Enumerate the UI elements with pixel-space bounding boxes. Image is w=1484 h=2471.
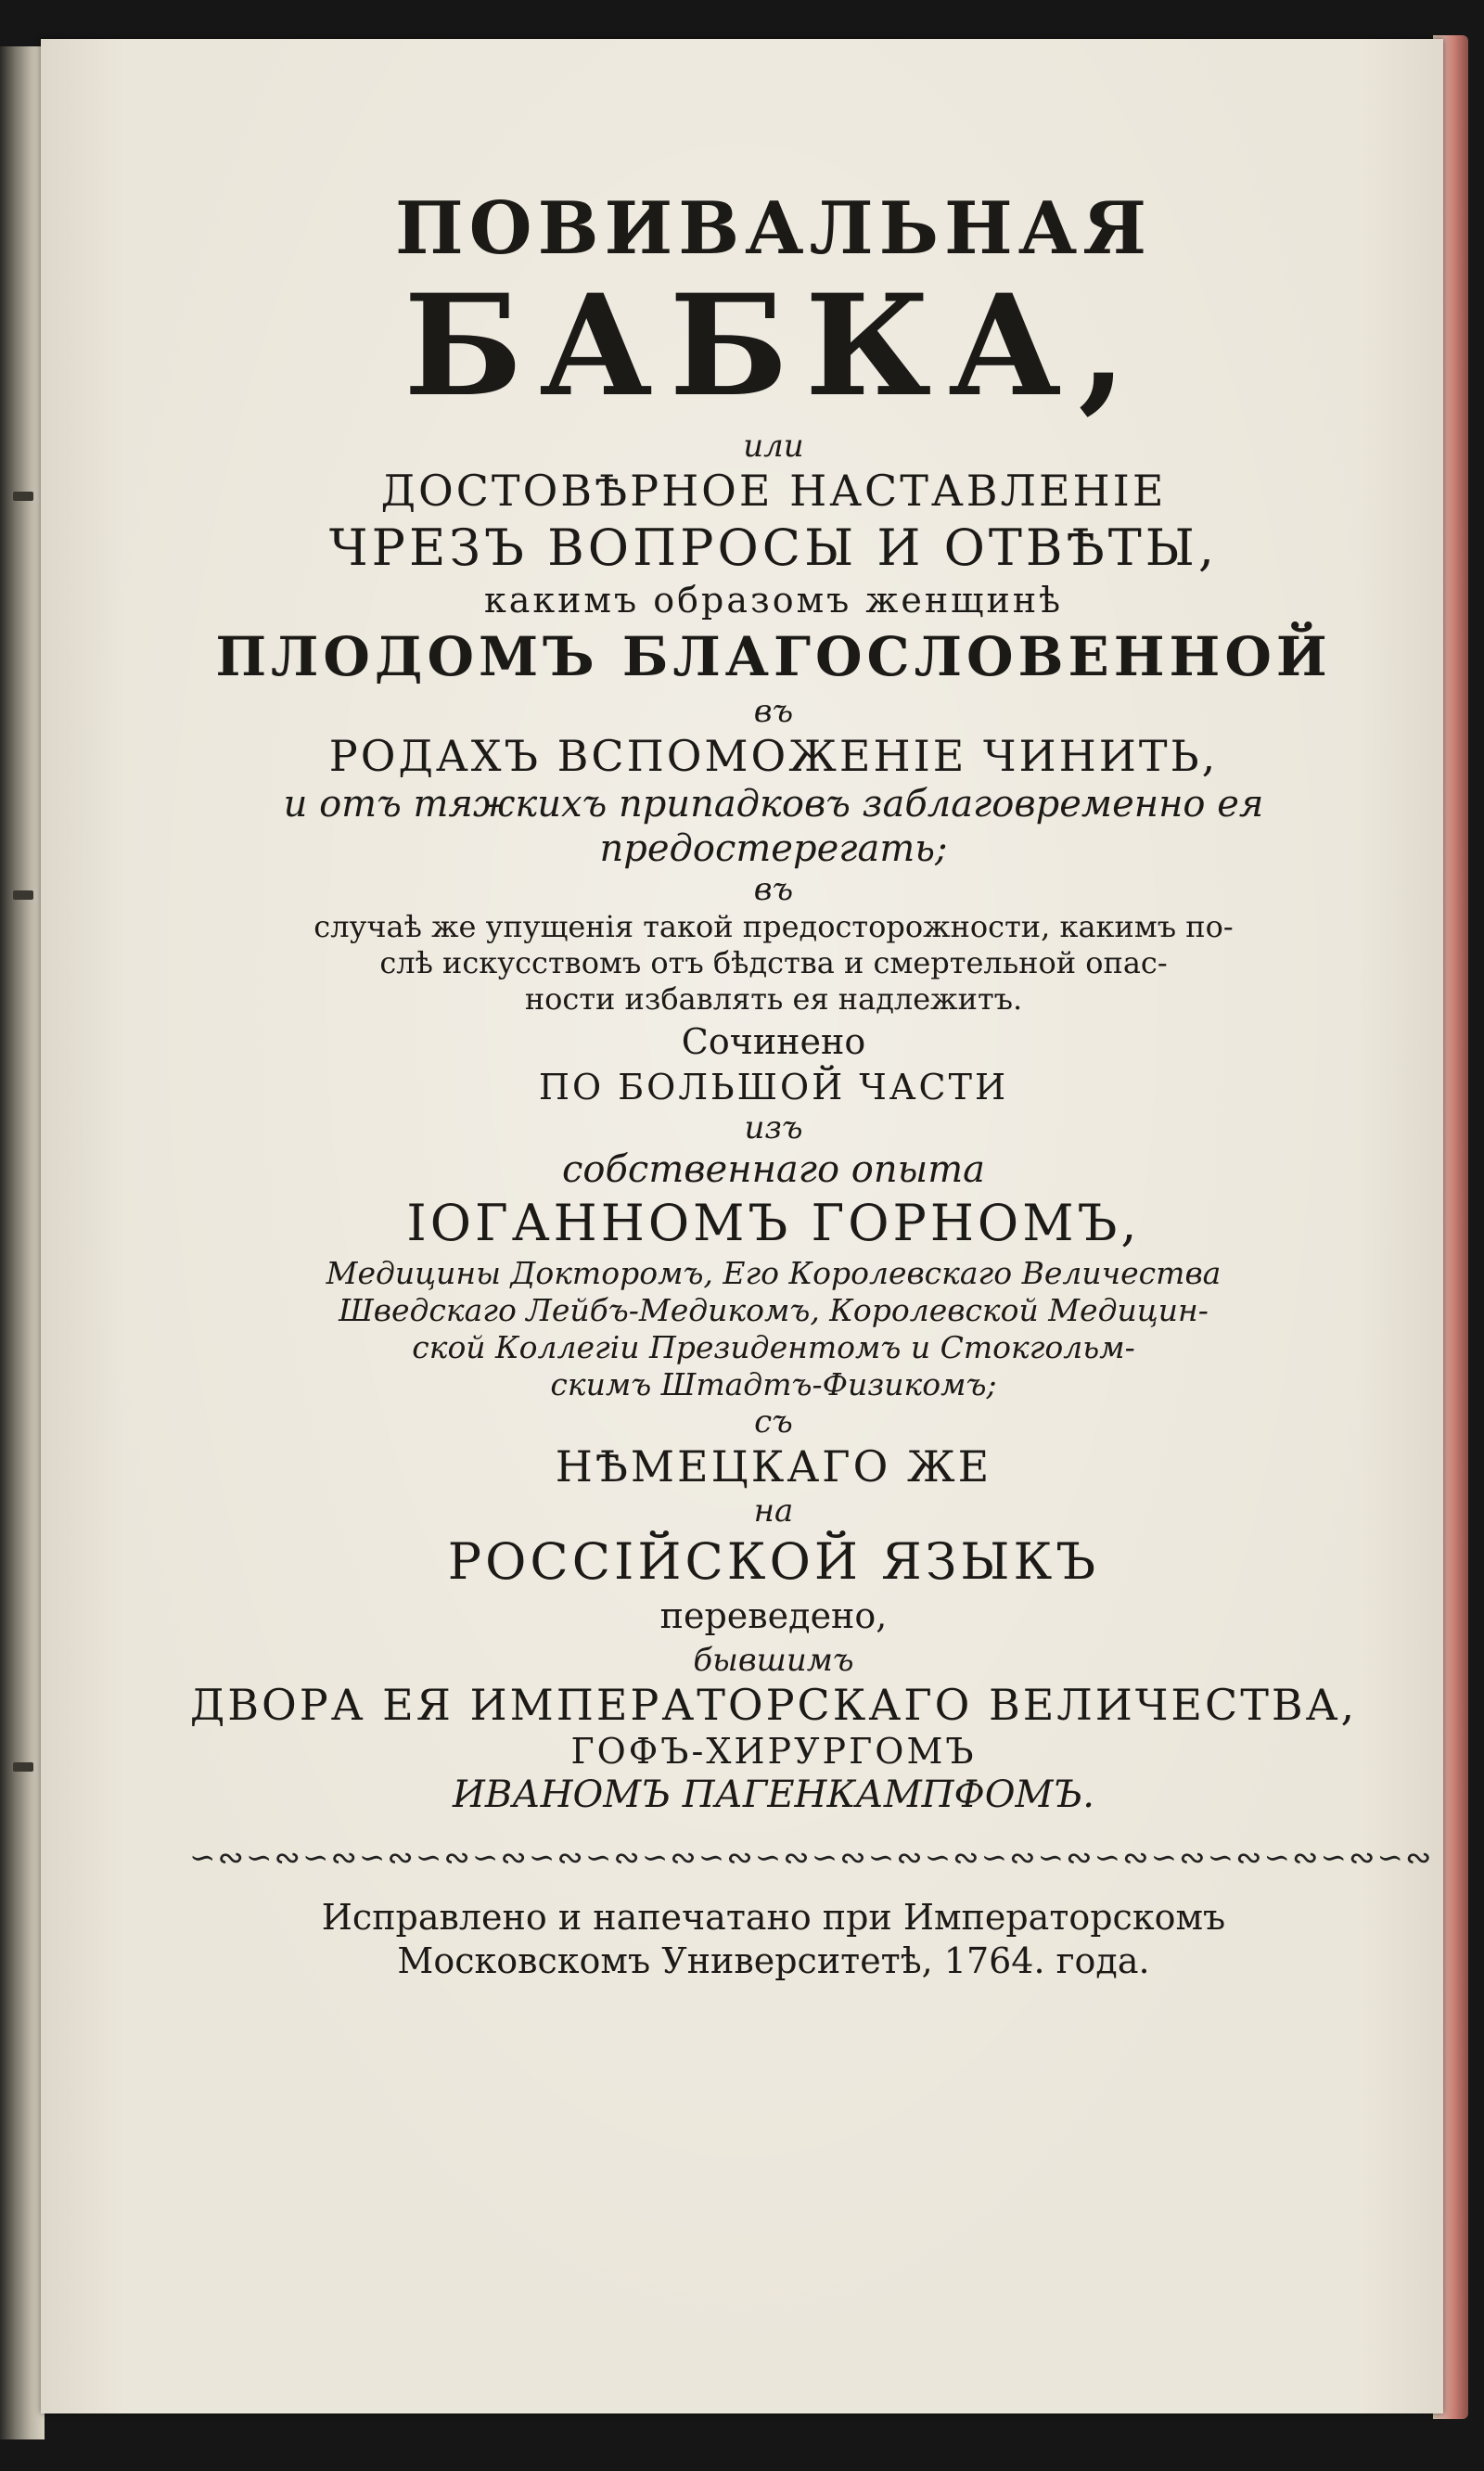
text-line: НѢМЕЦКАГО ЖЕ [555, 1441, 992, 1492]
binding-stitch [13, 890, 33, 900]
text-line: Сочинено [681, 1020, 866, 1062]
imprint-line: Исправлено и напечатано при Императорскомъ [321, 1896, 1226, 1938]
translator-name: ИВАНОМЪ ПАГЕНКАМПФОМЪ. [453, 1773, 1094, 1817]
text-line: какимъ образомъ женщинѣ [483, 579, 1064, 621]
text-line: скимъ Штадтъ-Физикомъ; [550, 1365, 997, 1402]
book-spine [0, 46, 45, 2439]
text-line: случаѣ же упущенія такой предосторожности, какимъ по- [313, 909, 1234, 945]
text-line: на [753, 1492, 794, 1530]
text-line: Шведскаго Лейбъ-Медикомъ, Королевской Медицин- [339, 1292, 1209, 1329]
binding-stitch [13, 1762, 33, 1772]
text-line: РОДАХЪ ВСПОМОЖЕНІЕ ЧИНИТЬ, [328, 731, 1219, 782]
title-line-1: ПОВИВАЛЬНАЯ [394, 186, 1153, 271]
text-line: въ [753, 871, 794, 909]
text-line: ПЛОДОМЪ БЛАГОСЛОВЕННОЙ [215, 625, 1332, 689]
text-line: собственнаго опыта [562, 1148, 985, 1192]
text-line: ности избавлять ея надлежитъ. [524, 980, 1023, 1017]
text-line: ДВОРА ЕЯ ИМПЕРАТОРСКАГО ВЕЛИЧЕСТВА, [189, 1679, 1358, 1730]
text-line: ПО БОЛЬШОЙ ЧАСТИ [538, 1067, 1009, 1108]
text-line: бывшимъ [693, 1641, 854, 1679]
text-line: въ [753, 693, 794, 731]
text-line: изъ [744, 1108, 803, 1146]
text-line: переведено, [659, 1595, 888, 1637]
text-line: РОССІЙСКОЙ ЯЗЫКЪ [447, 1532, 1100, 1591]
text-line: предостерегать; [599, 827, 948, 871]
text-line: ской Коллегіи Президентомъ и Стокгольм- [412, 1329, 1135, 1366]
title-page-text [189, 186, 1434, 1986]
text-line: и отъ тяжкихъ припадковъ заблаговременно ея [283, 783, 1264, 826]
text-line: ГОФЪ-ХИРУРГОМЪ [570, 1730, 977, 1772]
text-line: или [743, 427, 804, 465]
ornament-divider: ∽∾∽∾∽∾∽∾∽∾∽∾∽∾∽∾∽∾∽∾∽∾∽∾∽∾∽∾∽∾∽∾∽∾∽∾∽∾∽∾∽∾∽∾ [189, 1839, 1434, 1877]
text-line: съ [754, 1402, 793, 1440]
imprint-line: Московскомъ Университетѣ, 1764. года. [397, 1940, 1150, 1982]
binding-stitch [13, 492, 33, 501]
text-line: слѣ искусствомъ отъ бѣдства и смертельной опас- [379, 945, 1168, 981]
title-page [41, 39, 1443, 2413]
text-line: Медицины Докторомъ, Его Королевскаго Величества [326, 1255, 1222, 1292]
title-line-2: БАБКА, [403, 263, 1144, 428]
text-line: ДОСТОВѢРНОЕ НАСТАВЛЕНІЕ [380, 465, 1167, 516]
text-line: ЧРЕЗЪ ВОПРОСЫ И ОТВѢТЫ, [328, 518, 1219, 577]
author-name: ІОГАННОМЪ ГОРНОМЪ, [406, 1194, 1141, 1253]
